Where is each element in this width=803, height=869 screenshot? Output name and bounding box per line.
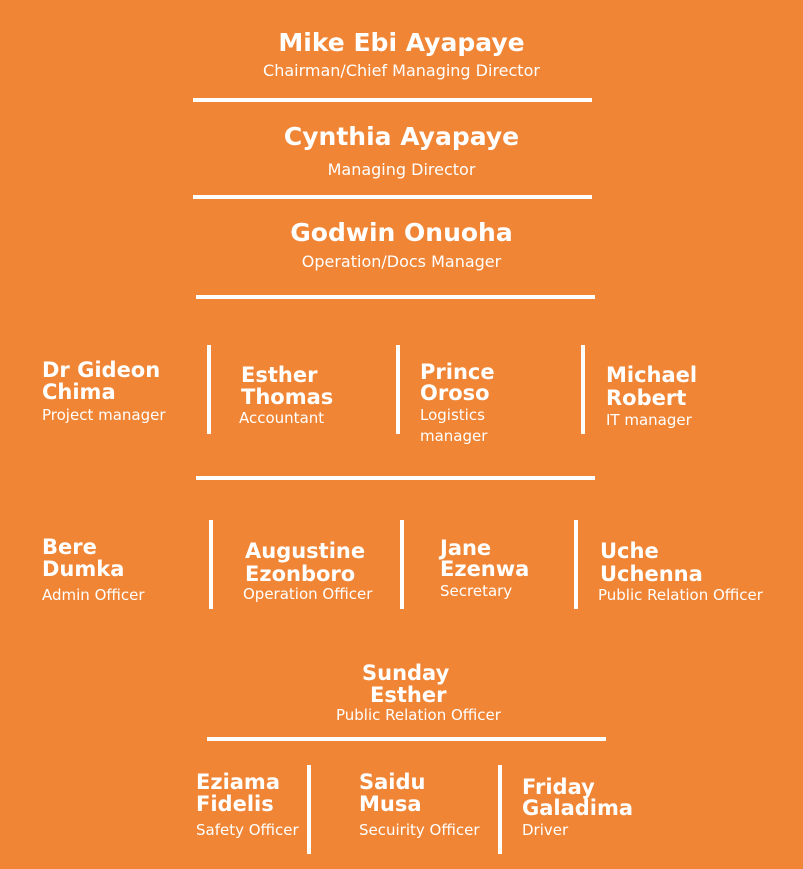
person-name-line1: Dr Gideon: [42, 358, 161, 382]
divider-line: [196, 295, 595, 299]
person-role: Secretary: [440, 582, 513, 600]
person-name-godwin-onuoha: Godwin Onuoha: [290, 218, 513, 247]
person-name-line2: Robert: [606, 386, 687, 410]
person-name-line1: Esther: [241, 363, 318, 387]
column-divider: [498, 765, 502, 854]
person-name-line2: Ezonboro: [245, 562, 356, 586]
person-role: Admin Officer: [42, 586, 145, 604]
person-name-line2: Oroso: [420, 381, 490, 405]
person-role-operation-docs-manager: Operation/Docs Manager: [301, 252, 502, 271]
person-name-line2: Ezenwa: [440, 557, 530, 581]
person-name-line1: Prince: [420, 360, 495, 384]
column-divider: [207, 345, 211, 434]
person-role-line1: Logistics: [420, 406, 485, 424]
person-name-line1: Eziama: [196, 770, 280, 794]
person-role-managing-director: Managing Director: [327, 160, 476, 179]
person-role: Safety Officer: [196, 821, 299, 839]
column-divider: [400, 520, 404, 609]
person-name-line1: Uche: [600, 539, 659, 563]
person-name-line2: Galadima: [522, 796, 634, 820]
column-divider: [581, 345, 585, 434]
divider-line: [193, 195, 592, 199]
person-name-line1: Saidu: [359, 770, 426, 794]
person-name-line2: Thomas: [241, 385, 334, 409]
column-divider: [574, 520, 578, 609]
person-role: Project manager: [42, 406, 166, 424]
person-role-line2: manager: [420, 427, 488, 445]
person-role: Operation Officer: [243, 585, 373, 603]
column-divider: [307, 765, 311, 854]
person-name-line2: Dumka: [42, 557, 125, 581]
person-name-line1: Michael: [606, 363, 698, 387]
person-name-line1: Augustine: [245, 539, 366, 563]
person-name-line1: Sunday: [362, 661, 450, 685]
person-role: IT manager: [606, 411, 692, 429]
person-name-mike-ebi-ayapaye: Mike Ebi Ayapaye: [278, 28, 525, 57]
person-name-line1: Friday: [522, 775, 595, 799]
divider-line: [196, 476, 595, 480]
person-role: Secuirity Officer: [359, 821, 480, 839]
person-role: Public Relation Officer: [598, 586, 763, 604]
person-role: Accountant: [239, 409, 325, 427]
person-role: Public Relation Officer: [336, 706, 501, 724]
divider-line: [193, 98, 592, 102]
person-name-line1: Jane: [440, 536, 492, 560]
person-name-line1: Bere: [42, 535, 97, 559]
person-name-line2: Esther: [370, 683, 447, 707]
person-name-cynthia-ayapaye: Cynthia Ayapaye: [283, 122, 520, 151]
person-role-chairman: Chairman/Chief Managing Director: [263, 61, 540, 80]
person-name-line2: Uchenna: [600, 562, 703, 586]
person-name-line2: Musa: [359, 792, 422, 816]
person-role: Driver: [522, 821, 569, 839]
column-divider: [209, 520, 213, 609]
person-name-line2: Chima: [42, 380, 116, 404]
person-name-line2: Fidelis: [196, 792, 274, 816]
column-divider: [396, 345, 400, 434]
divider-line: [207, 737, 606, 741]
